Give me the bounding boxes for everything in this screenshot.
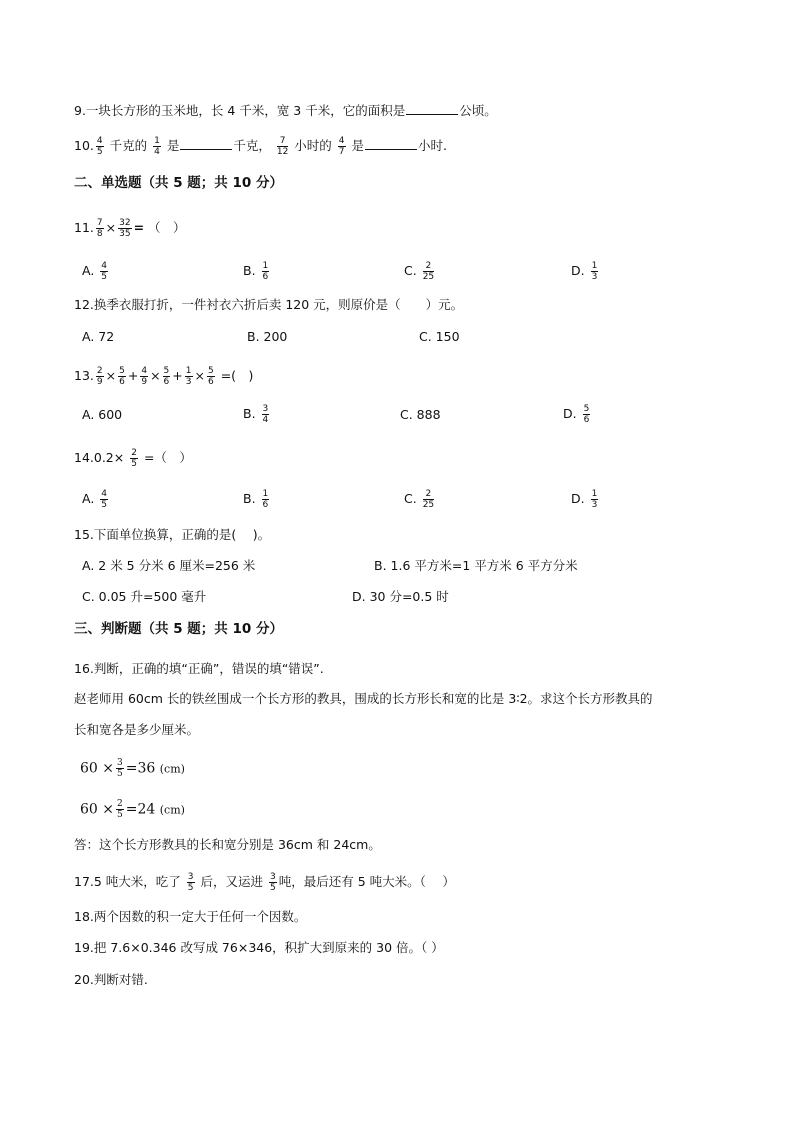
question-text: 吨，最后还有 5 吨大米。（ ）: [278, 874, 455, 889]
answer-paren[interactable]: （ ）: [148, 220, 186, 235]
option-a[interactable]: A. 2 米 5 分米 6 厘米=256 米: [82, 558, 256, 573]
section-heading-single-choice: 二、单选题（共 5 题；共 10 分）: [74, 175, 283, 191]
option-a[interactable]: A. 600: [82, 407, 123, 422]
question-9-unit: 公顷。: [459, 103, 497, 118]
answer-statement: 答：这个长方形教具的长和宽分别是 36cm 和 24cm。: [74, 837, 381, 852]
option-a[interactable]: A. $\frac{4}{5}$: [82, 261, 108, 282]
question-16-problem: 赵老师用 60cm 长的铁丝围成一个长方形的教具，围成的长方形长和宽的比是 3∶2。求这个长方形教具的: [74, 691, 653, 706]
option-a[interactable]: A. 72: [82, 329, 115, 344]
option-c[interactable]: C. $\frac{2}{25}$: [404, 261, 435, 282]
option-b[interactable]: B. $\frac{3}{4}$: [243, 404, 269, 425]
question-text: 小时.: [418, 138, 447, 153]
fraction: $\frac{4}{5}$: [96, 136, 103, 157]
option-d[interactable]: D. $\frac{1}{3}$: [571, 261, 598, 282]
times-sign: ×: [105, 368, 117, 383]
question-number: 11.: [74, 220, 94, 235]
fraction: $\frac{7}{12}$: [276, 136, 289, 157]
option-b[interactable]: B. 200: [247, 329, 288, 344]
fraction: $\frac{2}{9}$: [96, 366, 103, 387]
option-c[interactable]: C. 888: [400, 407, 441, 422]
question-18: 18.两个因数的积一定大于任何一个因数。: [74, 909, 307, 924]
option-d[interactable]: D. 30 分=0.5 时: [352, 589, 449, 604]
question-11: [74, 218, 186, 239]
question-13: [74, 366, 253, 387]
option-c[interactable]: C. 0.05 升=500 毫升: [82, 589, 207, 604]
answer-paren[interactable]: =（ ）: [143, 450, 192, 465]
question-text: 千克的: [109, 138, 148, 153]
plus-sign: +: [127, 368, 139, 383]
question-number: 14.0.2×: [74, 450, 125, 465]
fraction: $\frac{32}{35}$: [119, 218, 131, 239]
answer-paren[interactable]: =( ): [220, 368, 254, 383]
question-17: [74, 872, 455, 893]
fraction: $\frac{4}{7}$: [338, 136, 345, 157]
option-b[interactable]: B. 1.6 平方米=1 平方米 6 平方分米: [374, 558, 578, 573]
calculation-line-1: 60 × $\frac{3}{5}$ =36 (cm): [80, 758, 185, 779]
question-20: 20.判断对错.: [74, 972, 148, 987]
fraction: $\frac{3}{5}$: [187, 872, 194, 893]
answer-blank[interactable]: [406, 102, 458, 115]
option-b[interactable]: B. $\frac{1}{6}$: [243, 261, 269, 282]
option-d[interactable]: D. $\frac{1}{3}$: [571, 489, 598, 510]
plus-sign: +: [172, 368, 183, 383]
question-12: 12.换季衣服打折，一件衬衣六折后卖 120 元，则原价是（ ）元。: [74, 297, 464, 312]
times-sign: ×: [194, 368, 205, 383]
equals-sign: =: [133, 220, 145, 235]
times-sign: ×: [150, 368, 161, 383]
question-16-instruction: 16.判断，正确的填“正确”，错误的填“错误”.: [74, 661, 324, 676]
calculation-line-2: 60 × $\frac{2}{5}$ =24 (cm): [80, 799, 185, 820]
option-c[interactable]: C. 150: [419, 329, 460, 344]
question-9-text: 9.一块长方形的玉米地，长 4 千米，宽 3 千米，它的面积是: [74, 103, 406, 118]
question-19: 19.把 7.6×0.346 改写成 76×346，积扩大到原来的 30 倍。（ ）: [74, 940, 444, 955]
question-text: 后，又运进: [200, 874, 264, 889]
answer-blank[interactable]: [180, 137, 232, 150]
question-10: [74, 136, 447, 157]
option-b[interactable]: B. $\frac{1}{6}$: [243, 489, 269, 510]
option-d[interactable]: D. $\frac{5}{6}$: [563, 404, 590, 425]
times-sign: ×: [105, 220, 117, 235]
answer-blank[interactable]: [365, 137, 417, 150]
fraction: $\frac{5}{6}$: [119, 366, 125, 387]
fraction: $\frac{4}{9}$: [141, 366, 148, 387]
fraction: $\frac{1}{3}$: [185, 366, 192, 387]
fraction: $\frac{5}{6}$: [163, 366, 170, 387]
fraction: $\frac{5}{6}$: [207, 366, 214, 387]
question-text: 千克，: [233, 138, 271, 153]
question-text: 17.5 吨大米，吃了: [74, 874, 181, 889]
question-text: 是: [166, 138, 180, 153]
question-text: 是: [351, 138, 365, 153]
fraction: $\frac{7}{8}$: [96, 218, 103, 239]
question-text: 小时的: [294, 138, 332, 153]
question-16-problem-cont: 长和宽各是多少厘米。: [74, 722, 200, 737]
option-a[interactable]: A. $\frac{4}{5}$: [82, 489, 108, 510]
section-heading-true-false: 三、判断题（共 5 题；共 10 分）: [74, 621, 283, 637]
question-9: [74, 102, 497, 120]
fraction: $\frac{2}{5}$: [131, 448, 137, 469]
question-number: 13.: [74, 368, 94, 383]
question-14: [74, 448, 192, 469]
question-number: 10.: [74, 138, 94, 153]
option-c[interactable]: C. $\frac{2}{25}$: [404, 489, 435, 510]
question-15: 15.下面单位换算，正确的是( )。: [74, 527, 271, 542]
fraction: $\frac{1}{4}$: [154, 136, 160, 157]
fraction: $\frac{3}{5}$: [270, 872, 276, 893]
